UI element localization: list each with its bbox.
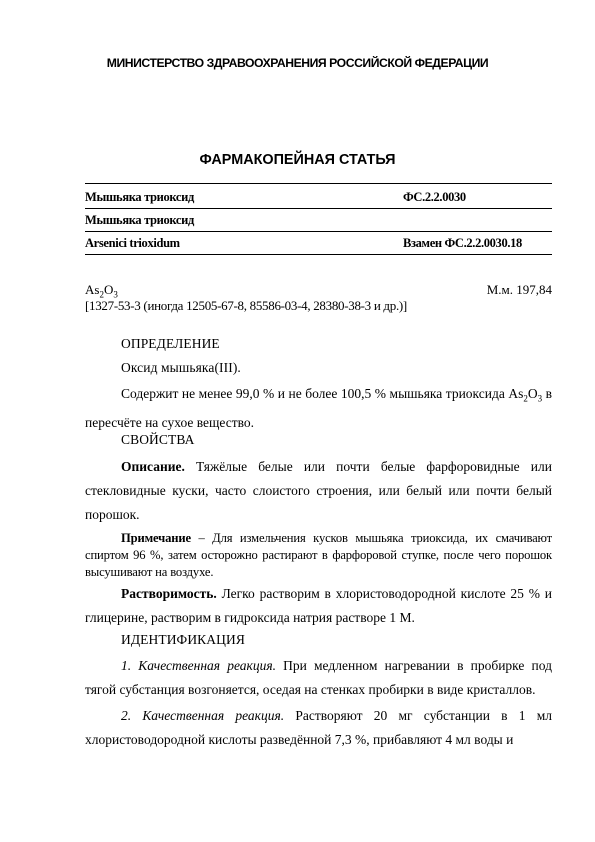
solubility-paragraph: Растворимость. Легко растворим в хлористоводородной кислоте 25 % и глицерине, растворим в гидроксида натрия растворе 1 М. bbox=[85, 586, 552, 625]
identification-item-1: 1. Качественная реакция. При медленном нагревании в пробирке под тягой субстанция возгоняется, оседая на стенках пробирки в виде кристаллов. bbox=[85, 658, 552, 697]
section-properties-heading: СВОЙСТВА bbox=[121, 432, 195, 447]
molar-mass: М.м. 197,84 bbox=[486, 282, 552, 297]
definition-name: Оксид мышьяка(III). bbox=[121, 360, 241, 375]
substance-name-ru: Мышьяка триоксид bbox=[85, 190, 194, 204]
substance-name-ru-2: Мышьяка триоксид bbox=[85, 213, 194, 227]
section-identification-heading: ИДЕНТИФИКАЦИЯ bbox=[121, 632, 245, 647]
document-title: ФАРМАКОПЕЙНАЯ СТАТЬЯ bbox=[199, 152, 396, 168]
header-rule-2 bbox=[85, 231, 552, 232]
ministry-heading: МИНИСТЕРСТВО ЗДРАВООХРАНЕНИЯ РОССИЙСКОЙ ФЕДЕРАЦИИ bbox=[106, 56, 489, 70]
definition-content: Содержит не менее 99,0 % и не более 100,5 % мышьяка триоксида $As_2O_3$ в пересчёте на сухое вещество. bbox=[85, 386, 553, 430]
header-bottom-rule bbox=[85, 254, 552, 255]
header-rule-1 bbox=[85, 208, 552, 209]
chemical-formula: $As_2O_3$ bbox=[85, 282, 118, 300]
section-definition-heading: ОПРЕДЕЛЕНИЕ bbox=[121, 336, 220, 351]
replaces-code: Взамен ФС.2.2.0030.18 bbox=[403, 236, 522, 250]
description-paragraph: Описание. Тяжёлые белые или почти белые фарфоровидные или стекловидные куски, часто слоистого строения, или белый или почти белый порошок. bbox=[85, 459, 552, 522]
identification-item-2: 2. Качественная реакция. Растворяют 20 мг субстанции в 1 мл хлористоводородной кислоты разведённой 7,3 %, прибавляют 4 мл воды и bbox=[85, 708, 552, 747]
cas-numbers: [1327-53-3 (иногда 12505-67-8, 85586-03-4, 28380-38-3 и др.)] bbox=[85, 298, 407, 313]
header-top-rule bbox=[85, 183, 552, 184]
monograph-code: ФС.2.2.0030 bbox=[403, 190, 466, 204]
substance-name-latin: Arsenici trioxidum bbox=[85, 236, 180, 250]
note-paragraph: Примечание – Для измельчения кусков мышьяка триоксида, их смачивают спиртом 96 %, затем осторожно растирают в фарфоровой ступке, после чего порошок высушивают на воздухе. bbox=[85, 531, 552, 579]
